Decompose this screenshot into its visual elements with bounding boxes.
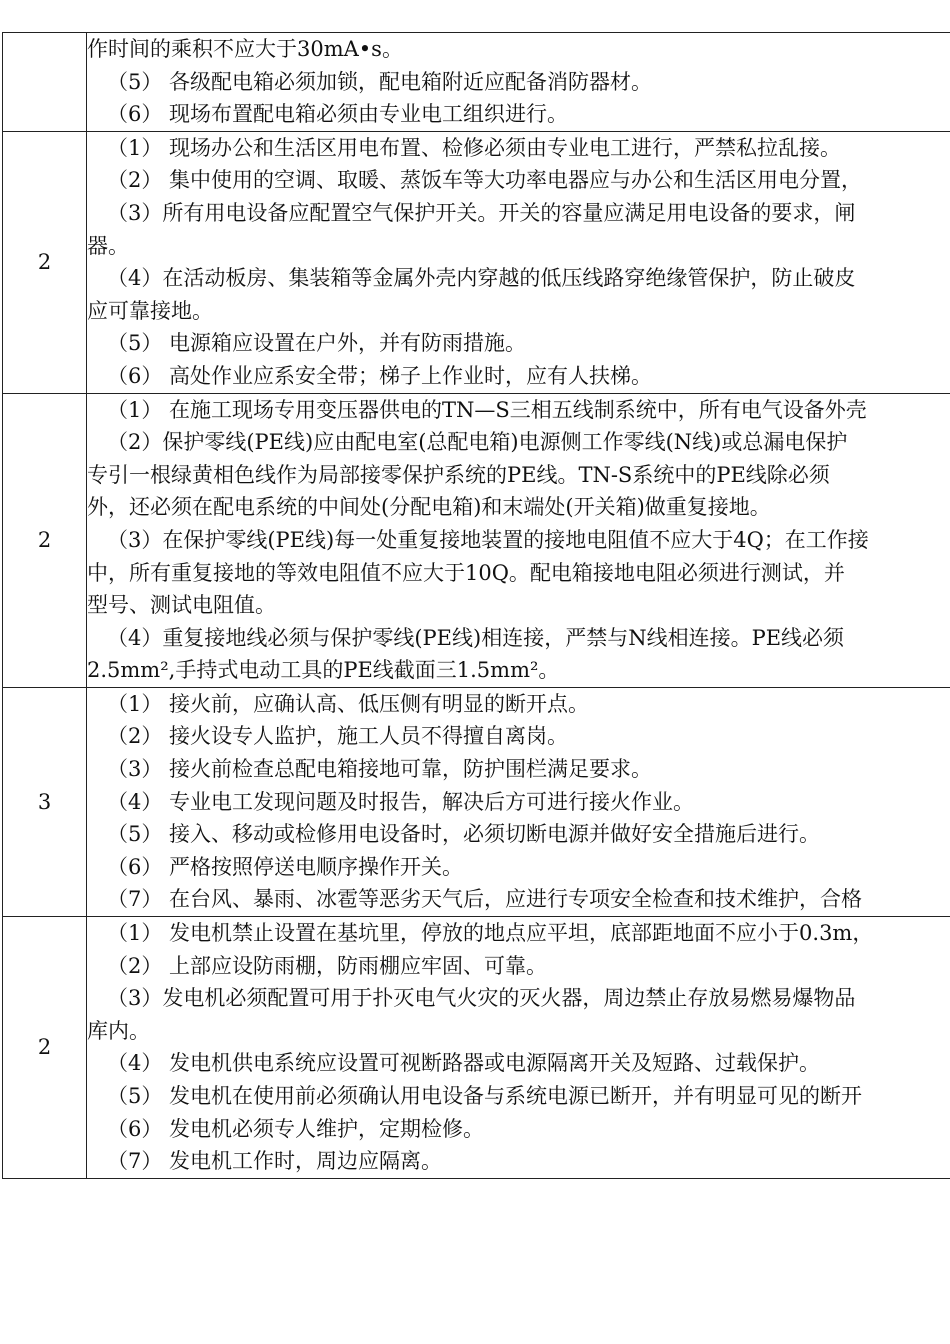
text-line: 库内。 — [87, 1018, 150, 1043]
text-line: （6） 严格按照停送电顺序操作开关。 — [107, 854, 464, 879]
text-line: （7） 发电机工作时，周边应隔离。 — [107, 1149, 443, 1174]
text-line: （6） 高处作业应系安全带；梯子上作业时，应有人扶梯。 — [107, 363, 653, 388]
text-line: （1） 发电机禁止设置在基坑里，停放的地点应平坦，底部距地面不应小于0.3m， — [107, 921, 874, 946]
text-line: （5） 电源箱应设置在户外，并有防雨措施。 — [107, 331, 527, 356]
text-line: （1） 现场办公和生活区用电布置、检修必须由专业电工进行，严禁私拉乱接。 — [107, 135, 842, 160]
text-line: （7） 在台风、暴雨、冰雹等恶劣天气后，应进行专项安全检查和技术维护，合格 — [107, 887, 863, 912]
text-line: （2） 集中使用的空调、取暖、蒸饭车等大功率电器应与办公和生活区用电分置， — [107, 168, 863, 193]
row-number: 2 — [3, 393, 87, 687]
text-line: 型号、测试电阻值。 — [87, 593, 276, 618]
row-number: 2 — [3, 917, 87, 1179]
text-line: （3）在保护零线(PE线)每一处重复接地装置的接地电阻值不应大于4Q；在工作接 — [107, 527, 869, 552]
text-line: （4） 发电机供电系统应设置可视断路器或电源隔离开关及短路、过载保护。 — [107, 1051, 821, 1076]
table-row — [3, 687, 950, 916]
row-content — [87, 687, 950, 916]
text-line: （4） 专业电工发现问题及时报告，解决后方可进行接火作业。 — [107, 789, 695, 814]
text-line: 器。 — [87, 233, 129, 258]
text-line: （2）保护零线(PE线)应由配电室(总配电箱)电源侧工作零线(N线)或总漏电保护 — [107, 430, 848, 455]
table-row — [3, 33, 950, 132]
row-content — [87, 393, 950, 687]
text-line: （2） 上部应设防雨棚，防雨棚应牢固、可靠。 — [107, 953, 548, 978]
row-content — [87, 917, 950, 1179]
text-line: （5） 各级配电箱必须加锁，配电箱附近应配备消防器材。 — [107, 69, 653, 94]
text-line: （3）发电机必须配置可用于扑灭电气火灾的灭火器，周边禁止存放易燃易爆物品 — [107, 986, 856, 1011]
table-row — [3, 393, 950, 687]
safety-measures-table — [2, 32, 950, 1179]
text-line: （5） 发电机在使用前必须确认用电设备与系统电源已断开，并有明显可见的断开 — [107, 1084, 863, 1108]
text-line: 外，还必须在配电系统的中间处(分配电箱)和末端处(开关箱)做重复接地。 — [87, 495, 771, 520]
text-line: （1） 接火前，应确认高、低压侧有明显的断开点。 — [107, 691, 590, 716]
text-line: 应可靠接地。 — [87, 298, 213, 323]
text-line: 中，所有重复接地的等效电阻值不应大于10Q。配电箱接地电阻必须进行测试，并 — [87, 560, 845, 585]
row-number: 2 — [3, 131, 87, 393]
row-content — [87, 33, 950, 132]
text-line: （3）所有用电设备应配置空气保护开关。开关的容量应满足用电设备的要求，闸 — [107, 200, 856, 225]
text-line: 专引一根绿黄相色线作为局部接零保护系统的PE线。TN-S系统中的PE线除必须 — [87, 462, 830, 487]
row-content — [87, 131, 950, 393]
table-row — [3, 131, 950, 393]
row-number: 3 — [3, 687, 87, 916]
text-line: （6） 发电机必须专人维护，定期检修。 — [107, 1116, 485, 1141]
text-line: （6） 现场布置配电箱必须由专业电工组织进行。 — [107, 102, 569, 127]
text-line: 2.5mm²,手持式电动工具的PE线截面三1.5mm²。 — [87, 658, 560, 683]
text-line: （4）在活动板房、集装箱等金属外壳内穿越的低压线路穿绝缘管保护，防止破皮 — [107, 266, 856, 291]
text-line: （2） 接火设专人监护，施工人员不得擅自离岗。 — [107, 724, 569, 749]
text-line: （1） 在施工现场专用变压器供电的TN—S三相五线制系统中，所有电气设备外壳 — [107, 397, 867, 422]
row-number — [3, 33, 87, 132]
text-line: （5） 接入、移动或检修用电设备时，必须切断电源并做好安全措施后进行。 — [107, 822, 821, 847]
text-line: （4）重复接地线必须与保护零线(PE线)相连接，严禁与N线相连接。PE线必须 — [107, 625, 845, 650]
table-row — [3, 917, 950, 1179]
text-line: 作时间的乘积不应大于30mA•s。 — [87, 37, 403, 61]
text-line: （3） 接火前检查总配电箱接地可靠，防护围栏满足要求。 — [107, 757, 653, 782]
